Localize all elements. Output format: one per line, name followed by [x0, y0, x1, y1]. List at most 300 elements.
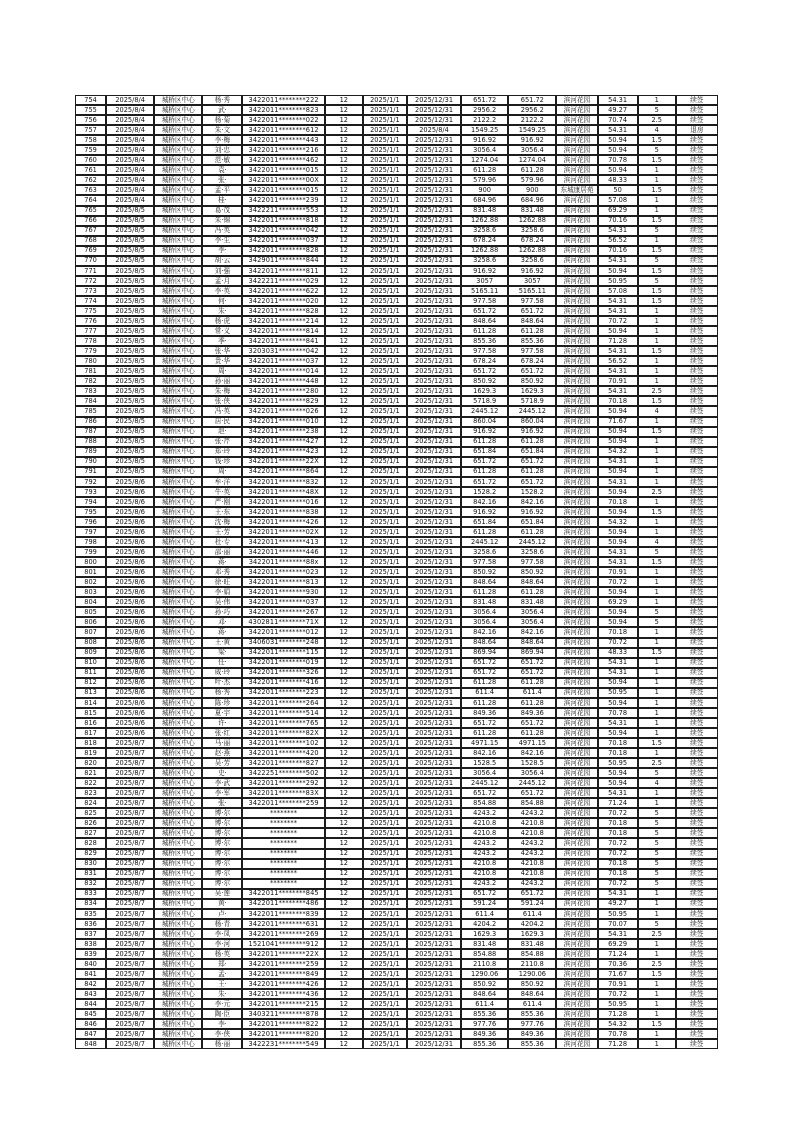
cell-start-date: 2025/1/1	[363, 597, 407, 607]
cell-id-number: 3422011********023	[242, 567, 324, 577]
cell-end-date: 2025/12/31	[407, 386, 461, 396]
cell-monthly-rate: 54.31	[598, 557, 638, 567]
cell-center-name: 城桥区中心	[154, 406, 202, 416]
cell-monthly-rate: 70.72	[598, 577, 638, 587]
cell-id-number: 3422011********014	[242, 366, 324, 376]
cell-monthly-rate: 56.52	[598, 356, 638, 366]
cell-months: 12	[325, 728, 363, 738]
cell-row-index: 809	[75, 648, 106, 658]
cell-center-name: 城桥区中心	[154, 346, 202, 356]
cell-estate-name: 滨河花园	[556, 728, 597, 738]
cell-start-date: 2025/1/1	[363, 758, 407, 768]
table-row	[75, 336, 718, 346]
cell-record-date: 2025/8/6	[106, 507, 154, 517]
cell-start-date: 2025/1/1	[363, 617, 407, 627]
cell-status: 续签	[676, 597, 718, 607]
cell-start-date: 2025/1/1	[363, 919, 407, 929]
cell-row-index: 841	[75, 969, 106, 979]
table-row	[75, 135, 718, 145]
cell-unit-count: 1	[638, 366, 676, 376]
cell-center-name: 城桥区中心	[154, 195, 202, 205]
cell-amount-due: 1274.04	[461, 155, 508, 165]
cell-amount-due: 1528.5	[461, 758, 508, 768]
cell-center-name: 城桥区中心	[154, 788, 202, 798]
cell-id-number: ********	[242, 838, 324, 848]
cell-amount-due: 4210.8	[461, 859, 508, 869]
cell-unit-count: 1	[638, 497, 676, 507]
cell-months: 12	[325, 648, 363, 658]
cell-center-name: 城桥区中心	[154, 286, 202, 296]
cell-id-number: 3422011********115	[242, 648, 324, 658]
cell-row-index: 788	[75, 437, 106, 447]
cell-person-name: 邓·秀	[202, 567, 242, 577]
cell-person-name: 张·侠	[202, 396, 242, 406]
cell-end-date: 2025/12/31	[407, 869, 461, 879]
table-row	[75, 808, 718, 818]
cell-person-name: 叶·杰	[202, 678, 242, 688]
cell-row-index: 815	[75, 708, 106, 718]
cell-amount-paid: 611.28	[508, 587, 556, 597]
cell-amount-due: 3057	[461, 276, 508, 286]
cell-start-date: 2025/1/1	[363, 356, 407, 366]
cell-unit-count: 1	[638, 527, 676, 537]
cell-row-index: 846	[75, 1019, 106, 1029]
cell-id-number: 3422011********015	[242, 165, 324, 175]
cell-end-date: 2025/12/31	[407, 406, 461, 416]
cell-end-date: 2025/12/31	[407, 607, 461, 617]
cell-monthly-rate: 50.95	[598, 688, 638, 698]
cell-end-date: 2025/12/31	[407, 306, 461, 316]
cell-amount-due: 977.76	[461, 1019, 508, 1029]
cell-amount-paid: 1290.06	[508, 969, 556, 979]
cell-record-date: 2025/8/6	[106, 708, 154, 718]
cell-unit-count: 1	[638, 909, 676, 919]
cell-end-date: 2025/12/31	[407, 828, 461, 838]
cell-start-date: 2025/1/1	[363, 206, 407, 216]
cell-unit-count: 1	[638, 979, 676, 989]
cell-center-name: 城桥区中心	[154, 326, 202, 336]
cell-monthly-rate: 50.95	[598, 909, 638, 919]
cell-person-name: 严·刚	[202, 497, 242, 507]
cell-record-date: 2025/8/6	[106, 728, 154, 738]
cell-record-date: 2025/8/5	[106, 437, 154, 447]
cell-record-date: 2025/8/5	[106, 216, 154, 226]
cell-end-date: 2025/12/31	[407, 447, 461, 457]
cell-amount-due: 2445.12	[461, 537, 508, 547]
cell-months: 12	[325, 869, 363, 879]
cell-estate-name: 滨河花园	[556, 547, 597, 557]
cell-monthly-rate: 54.31	[598, 929, 638, 939]
cell-record-date: 2025/8/7	[106, 859, 154, 869]
cell-unit-count: 4	[638, 125, 676, 135]
cell-id-number: 3422011********486	[242, 899, 324, 909]
cell-end-date: 2025/12/31	[407, 849, 461, 859]
cell-estate-name: 滨河花园	[556, 919, 597, 929]
cell-person-name: 杨·虎	[202, 316, 242, 326]
cell-monthly-rate: 54.32	[598, 517, 638, 527]
cell-months: 12	[325, 638, 363, 648]
cell-row-index: 810	[75, 658, 106, 668]
cell-amount-paid: 1629.3	[508, 386, 556, 396]
cell-start-date: 2025/1/1	[363, 798, 407, 808]
cell-amount-due: 977.58	[461, 296, 508, 306]
cell-id-number: 3422011********016	[242, 497, 324, 507]
table-row	[75, 688, 718, 698]
cell-amount-paid: 611.4	[508, 909, 556, 919]
cell-monthly-rate: 50.94	[598, 437, 638, 447]
cell-estate-name: 滨河花园	[556, 206, 597, 216]
cell-monthly-rate: 70.07	[598, 919, 638, 929]
cell-record-date: 2025/8/5	[106, 336, 154, 346]
cell-amount-due: 4210.8	[461, 869, 508, 879]
cell-amount-paid: 1262.88	[508, 216, 556, 226]
table-row	[75, 356, 718, 366]
cell-amount-due: 611.28	[461, 678, 508, 688]
cell-unit-count: 1.5	[638, 396, 676, 406]
cell-monthly-rate: 50.94	[598, 427, 638, 437]
cell-row-index: 829	[75, 849, 106, 859]
cell-amount-due: 2445.12	[461, 778, 508, 788]
cell-amount-paid: 916.92	[508, 507, 556, 517]
cell-row-index: 805	[75, 607, 106, 617]
cell-record-date: 2025/8/5	[106, 236, 154, 246]
cell-row-index: 779	[75, 346, 106, 356]
cell-person-name: 李·河	[202, 939, 242, 949]
cell-months: 12	[325, 718, 363, 728]
table-row	[75, 939, 718, 949]
cell-estate-name: 滨河花园	[556, 557, 597, 567]
cell-amount-due: 2110.8	[461, 959, 508, 969]
cell-months: 12	[325, 336, 363, 346]
cell-record-date: 2025/8/5	[106, 406, 154, 416]
cell-monthly-rate: 56.52	[598, 236, 638, 246]
cell-amount-paid: 651.72	[508, 718, 556, 728]
cell-monthly-rate: 70.78	[598, 708, 638, 718]
cell-row-index: 774	[75, 296, 106, 306]
cell-months: 12	[325, 437, 363, 447]
cell-unit-count: 1.5	[638, 557, 676, 567]
cell-unit-count: 1.5	[638, 346, 676, 356]
cell-record-date: 2025/8/7	[106, 778, 154, 788]
cell-months: 12	[325, 276, 363, 286]
cell-record-date: 2025/8/6	[106, 668, 154, 678]
cell-id-number: 3422011********22X	[242, 457, 324, 467]
cell-id-number: 3422011********612	[242, 125, 324, 135]
cell-center-name: 城桥区中心	[154, 537, 202, 547]
cell-center-name: 城桥区中心	[154, 175, 202, 185]
cell-amount-due: 842.16	[461, 748, 508, 758]
cell-monthly-rate: 50.94	[598, 165, 638, 175]
cell-estate-name: 滨河花园	[556, 708, 597, 718]
cell-months: 12	[325, 929, 363, 939]
cell-start-date: 2025/1/1	[363, 95, 407, 105]
cell-end-date: 2025/12/31	[407, 567, 461, 577]
cell-unit-count: 1	[638, 597, 676, 607]
cell-amount-paid: 1528.5	[508, 758, 556, 768]
table-row	[75, 427, 718, 437]
cell-unit-count: 1	[638, 688, 676, 698]
cell-unit-count: 1.5	[638, 216, 676, 226]
cell-id-number: 3422011********214	[242, 316, 324, 326]
cell-status: 续签	[676, 648, 718, 658]
cell-end-date: 2025/12/31	[407, 256, 461, 266]
cell-person-name: 周·	[202, 467, 242, 477]
cell-record-date: 2025/8/6	[106, 527, 154, 537]
cell-months: 12	[325, 577, 363, 587]
cell-amount-paid: 2445.12	[508, 406, 556, 416]
cell-monthly-rate: 54.31	[598, 306, 638, 316]
cell-status: 续签	[676, 195, 718, 205]
cell-estate-name: 滨河花园	[556, 145, 597, 155]
cell-start-date: 2025/1/1	[363, 849, 407, 859]
cell-end-date: 2025/12/31	[407, 939, 461, 949]
cell-center-name: 城桥区中心	[154, 185, 202, 195]
cell-monthly-rate: 50.94	[598, 467, 638, 477]
cell-row-index: 823	[75, 788, 106, 798]
cell-monthly-rate: 54.31	[598, 668, 638, 678]
cell-start-date: 2025/1/1	[363, 1009, 407, 1019]
cell-record-date: 2025/8/4	[106, 95, 154, 105]
cell-status: 续签	[676, 135, 718, 145]
cell-monthly-rate: 70.18	[598, 738, 638, 748]
cell-center-name: 城桥区中心	[154, 738, 202, 748]
cell-row-index: 800	[75, 557, 106, 567]
cell-record-date: 2025/8/6	[106, 648, 154, 658]
cell-person-name: 李·武	[202, 778, 242, 788]
cell-person-name: 周·	[202, 366, 242, 376]
cell-person-name: 李·生	[202, 236, 242, 246]
cell-center-name: 城桥区中心	[154, 487, 202, 497]
cell-monthly-rate: 70.72	[598, 849, 638, 859]
cell-end-date: 2025/12/31	[407, 286, 461, 296]
cell-amount-due: 916.92	[461, 266, 508, 276]
cell-estate-name: 滨河花园	[556, 668, 597, 678]
cell-status: 续签	[676, 427, 718, 437]
cell-amount-paid: 611.4	[508, 999, 556, 1009]
cell-id-number: 3422011********326	[242, 668, 324, 678]
cell-status: 续签	[676, 939, 718, 949]
cell-record-date: 2025/8/5	[106, 296, 154, 306]
table-row	[75, 768, 718, 778]
cell-months: 12	[325, 1039, 363, 1049]
cell-person-name: 赵·燕	[202, 748, 242, 758]
cell-estate-name: 滨河花园	[556, 597, 597, 607]
cell-estate-name: 滨河花园	[556, 838, 597, 848]
cell-person-name: 朱·锦	[202, 216, 242, 226]
cell-id-number: 3422251********502	[242, 768, 324, 778]
cell-center-name: 城桥区中心	[154, 165, 202, 175]
cell-monthly-rate: 50.94	[598, 406, 638, 416]
cell-amount-paid: 854.88	[508, 798, 556, 808]
table-row	[75, 879, 718, 889]
cell-amount-due: 916.92	[461, 427, 508, 437]
cell-record-date: 2025/8/5	[106, 306, 154, 316]
cell-end-date: 2025/12/31	[407, 778, 461, 788]
cell-center-name: 城桥区中心	[154, 577, 202, 587]
cell-record-date: 2025/8/7	[106, 949, 154, 959]
cell-months: 12	[325, 668, 363, 678]
cell-row-index: 842	[75, 979, 106, 989]
cell-monthly-rate: 50.94	[598, 537, 638, 547]
cell-amount-paid: 678.24	[508, 236, 556, 246]
cell-estate-name: 滨河花园	[556, 316, 597, 326]
cell-end-date: 2025/12/31	[407, 768, 461, 778]
cell-row-index: 804	[75, 597, 106, 607]
cell-row-index: 765	[75, 206, 106, 216]
cell-status: 续签	[676, 849, 718, 859]
cell-status: 续签	[676, 256, 718, 266]
cell-status: 续签	[676, 356, 718, 366]
cell-months: 12	[325, 105, 363, 115]
cell-unit-count: 5	[638, 869, 676, 879]
cell-amount-due: 678.24	[461, 356, 508, 366]
cell-start-date: 2025/1/1	[363, 326, 407, 336]
cell-amount-due: 651.72	[461, 788, 508, 798]
table-row	[75, 276, 718, 286]
cell-unit-count: 5	[638, 818, 676, 828]
cell-estate-name: 滨河花园	[556, 195, 597, 205]
cell-center-name: 城桥区中心	[154, 949, 202, 959]
table-row	[75, 195, 718, 205]
cell-status: 续签	[676, 497, 718, 507]
cell-end-date: 2025/12/31	[407, 738, 461, 748]
cell-estate-name: 滨河花园	[556, 587, 597, 597]
cell-unit-count: 4	[638, 537, 676, 547]
cell-monthly-rate: 70.18	[598, 627, 638, 637]
cell-amount-paid: 651.84	[508, 447, 556, 457]
cell-months: 12	[325, 557, 363, 567]
cell-record-date: 2025/8/7	[106, 999, 154, 1009]
cell-monthly-rate: 70.18	[598, 818, 638, 828]
cell-estate-name: 滨河花园	[556, 577, 597, 587]
cell-person-name: 郑·玲	[202, 447, 242, 457]
cell-start-date: 2025/1/1	[363, 266, 407, 276]
cell-unit-count: 1	[638, 165, 676, 175]
cell-person-name: 季·	[202, 336, 242, 346]
cell-amount-paid: 2445.12	[508, 778, 556, 788]
cell-amount-due: 611.28	[461, 437, 508, 447]
cell-center-name: 城桥区中心	[154, 718, 202, 728]
cell-amount-due: 831.48	[461, 939, 508, 949]
cell-row-index: 834	[75, 899, 106, 909]
cell-estate-name: 滨河花园	[556, 537, 597, 547]
cell-months: 12	[325, 145, 363, 155]
cell-center-name: 城桥区中心	[154, 828, 202, 838]
cell-center-name: 城桥区中心	[154, 728, 202, 738]
cell-row-index: 806	[75, 617, 106, 627]
cell-start-date: 2025/1/1	[363, 577, 407, 587]
table-row	[75, 165, 718, 175]
table-row	[75, 527, 718, 537]
cell-estate-name: 滨河花园	[556, 135, 597, 145]
cell-unit-count: 5	[638, 849, 676, 859]
cell-amount-due: 4243.2	[461, 849, 508, 859]
cell-monthly-rate: 50.95	[598, 999, 638, 1009]
cell-row-index: 780	[75, 356, 106, 366]
cell-row-index: 845	[75, 1009, 106, 1019]
table-row	[75, 577, 718, 587]
cell-amount-paid: 842.16	[508, 497, 556, 507]
cell-amount-paid: 4210.8	[508, 828, 556, 838]
cell-record-date: 2025/8/6	[106, 567, 154, 577]
cell-unit-count: 1	[638, 708, 676, 718]
cell-record-date: 2025/8/5	[106, 246, 154, 256]
cell-unit-count: 1	[638, 718, 676, 728]
cell-center-name: 城桥区中心	[154, 668, 202, 678]
cell-unit-count: 5	[638, 617, 676, 627]
cell-amount-paid: 5165.11	[508, 286, 556, 296]
cell-estate-name: 滨河花园	[556, 256, 597, 266]
cell-unit-count: 5	[638, 607, 676, 617]
cell-months: 12	[325, 527, 363, 537]
cell-row-index: 836	[75, 919, 106, 929]
cell-record-date: 2025/8/7	[106, 828, 154, 838]
cell-amount-paid: 1262.88	[508, 246, 556, 256]
cell-record-date: 2025/8/7	[106, 768, 154, 778]
cell-record-date: 2025/8/7	[106, 919, 154, 929]
cell-estate-name: 滨河花园	[556, 346, 597, 356]
cell-id-number: 3422011********462	[242, 155, 324, 165]
cell-estate-name: 滨河花园	[556, 236, 597, 246]
cell-amount-paid: 3056.4	[508, 768, 556, 778]
cell-record-date: 2025/8/7	[106, 899, 154, 909]
cell-monthly-rate: 71.28	[598, 1039, 638, 1049]
cell-months: 12	[325, 477, 363, 487]
cell-estate-name: 滨河花园	[556, 1009, 597, 1019]
cell-record-date: 2025/8/5	[106, 266, 154, 276]
cell-end-date: 2025/12/31	[407, 668, 461, 678]
cell-start-date: 2025/1/1	[363, 698, 407, 708]
cell-estate-name: 滨河花园	[556, 105, 597, 115]
cell-start-date: 2025/1/1	[363, 939, 407, 949]
cell-amount-paid: 860.04	[508, 417, 556, 427]
table-row	[75, 607, 718, 617]
cell-record-date: 2025/8/6	[106, 678, 154, 688]
cell-row-index: 775	[75, 306, 106, 316]
cell-end-date: 2025/12/31	[407, 457, 461, 467]
table-row	[75, 537, 718, 547]
cell-status: 续签	[676, 627, 718, 637]
cell-row-index: 767	[75, 226, 106, 236]
cell-unit-count: 1	[638, 939, 676, 949]
cell-start-date: 2025/1/1	[363, 527, 407, 537]
cell-row-index: 847	[75, 1029, 106, 1039]
cell-amount-due: 831.48	[461, 206, 508, 216]
table-row	[75, 638, 718, 648]
cell-record-date: 2025/8/7	[106, 748, 154, 758]
cell-amount-due: 1528.2	[461, 487, 508, 497]
cell-id-number: 3422011********042	[242, 226, 324, 236]
cell-months: 12	[325, 698, 363, 708]
cell-record-date: 2025/8/7	[106, 989, 154, 999]
table-row	[75, 959, 718, 969]
cell-person-name: 李·梅	[202, 135, 242, 145]
table-row	[75, 316, 718, 326]
table-row	[75, 859, 718, 869]
cell-center-name: 城桥区中心	[154, 808, 202, 818]
cell-unit-count: 1	[638, 1039, 676, 1049]
cell-end-date: 2025/12/31	[407, 507, 461, 517]
table-row	[75, 366, 718, 376]
cell-amount-paid: 4971.15	[508, 738, 556, 748]
cell-amount-due: 848.64	[461, 638, 508, 648]
cell-end-date: 2025/12/31	[407, 658, 461, 668]
cell-id-number: 3422011********823	[242, 105, 324, 115]
cell-id-number: 3422011********00X	[242, 175, 324, 185]
cell-id-number: 3422011********019	[242, 658, 324, 668]
cell-amount-due: 611.28	[461, 728, 508, 738]
cell-end-date: 2025/12/31	[407, 547, 461, 557]
